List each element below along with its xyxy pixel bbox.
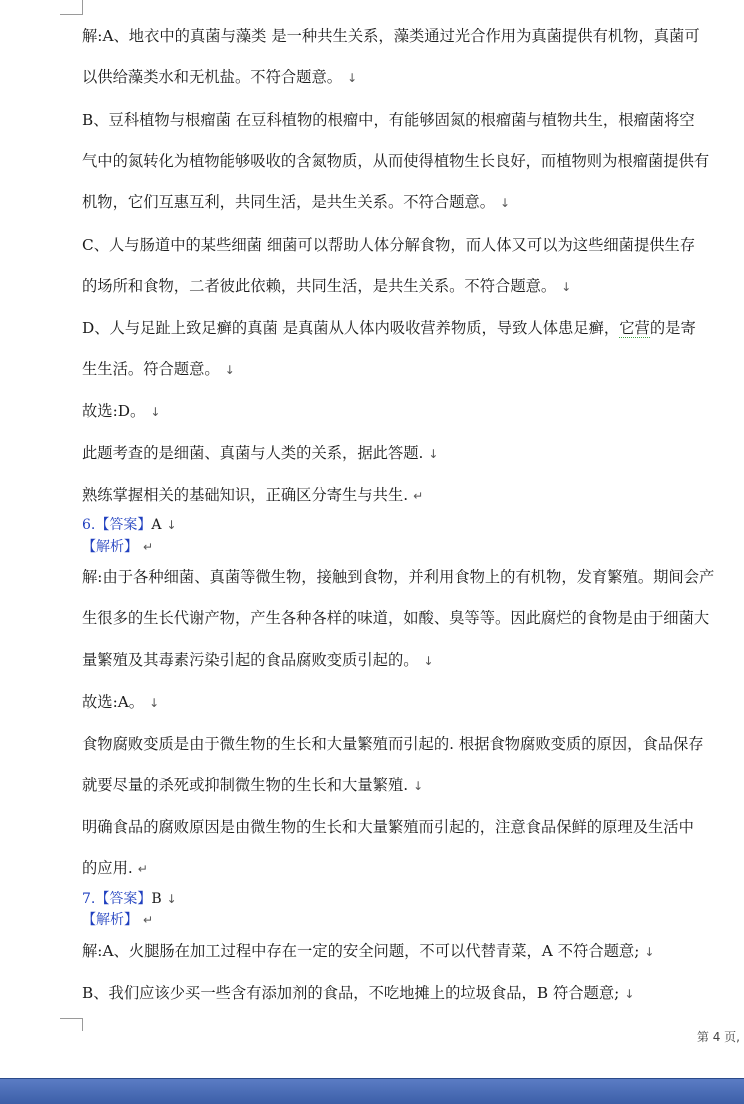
text-line: 解:A、地衣中的真菌与藻类 是一种共生关系，藻类通过光合作用为真菌提供有机物，真菌可 bbox=[82, 27, 700, 45]
spell-check-underline[interactable]: 它营 bbox=[619, 319, 650, 337]
analysis-heading: 【解析】 ↵ bbox=[82, 912, 154, 928]
paragraph-mark-icon: ↵ bbox=[143, 913, 154, 927]
paragraph-mark-icon: ↓ bbox=[347, 71, 358, 85]
text-line: 生生活。符合题意。 ↓ bbox=[82, 360, 235, 378]
answer-label: 【答案】 bbox=[95, 517, 152, 533]
text-line: 食物腐败变质是由于微生物的生长和大量繁殖而引起的. 根据食物腐败变质的原因，食品保存 bbox=[82, 735, 704, 753]
analysis-heading: 【解析】 ↵ bbox=[82, 539, 154, 555]
text-line: 明确食品的腐败原因是由微生物的生长和大量繁殖而引起的，注意食品保鲜的原理及生活中 bbox=[82, 818, 694, 836]
text-line: 故选:D。 ↓ bbox=[82, 402, 161, 420]
answer-label: 【答案】 bbox=[95, 891, 152, 907]
paragraph-mark-icon: ↓ bbox=[423, 654, 434, 668]
paragraph-mark-icon: ↓ bbox=[428, 447, 439, 461]
text-line: 解:由于各种细菌、真菌等微生物，接触到食物，并利用食物上的有机物，发育繁殖。期间会产 bbox=[82, 568, 715, 586]
text-line: 就要尽量的杀死或抑制微生物的生长和大量繁殖. ↓ bbox=[82, 776, 424, 794]
text-line: 的场所和食物，二者彼此依赖，共同生活，是共生关系。不符合题意。 ↓ bbox=[82, 277, 572, 295]
text-line: 的应用. ↵ bbox=[82, 859, 148, 877]
status-bar bbox=[0, 1078, 744, 1104]
paragraph-mark-icon: ↓ bbox=[166, 518, 177, 532]
text-line: B、我们应该少买一些含有添加剂的食品，不吃地摊上的垃圾食品，B 符合题意; ↓ bbox=[82, 984, 635, 1002]
text-line: 气中的氮转化为植物能够吸收的含氮物质，从而使得植物生长良好，而植物则为根瘤菌提供有 bbox=[82, 152, 710, 170]
text-line: 故选:A。 ↓ bbox=[82, 693, 160, 711]
paragraph-mark-icon: ↓ bbox=[149, 696, 160, 710]
text-line: B、豆科植物与根瘤菌 在豆科植物的根瘤中，有能够固氮的根瘤菌与植物共生，根瘤菌将空 bbox=[82, 111, 695, 129]
paragraph-mark-icon: ↓ bbox=[561, 280, 572, 294]
answer-value: B bbox=[151, 891, 162, 907]
text-line: 熟练掌握相关的基础知识，正确区分寄生与共生. ↵ bbox=[82, 486, 424, 504]
text-line: 机物，它们互惠互利，共同生活，是共生关系。不符合题意。 ↓ bbox=[82, 193, 511, 211]
text-line: 解:A、火腿肠在加工过程中存在一定的安全问题，不可以代替青菜，A 不符合题意; ↓ bbox=[82, 942, 655, 960]
paragraph-mark-icon: ↓ bbox=[500, 196, 511, 210]
paragraph-mark-icon: ↓ bbox=[166, 892, 177, 906]
paragraph-mark-icon: ↓ bbox=[624, 987, 635, 1001]
paragraph-mark-icon: ↵ bbox=[137, 862, 148, 876]
paragraph-mark-icon: ↵ bbox=[413, 489, 424, 503]
paragraph-mark-icon: ↓ bbox=[150, 405, 161, 419]
text-line: D、人与足趾上致足癣的真菌 是真菌从人体内吸收营养物质，导致人体患足癣，它营的是寄 bbox=[82, 319, 696, 337]
text-line: 此题考查的是细菌、真菌与人类的关系，据此答题. ↓ bbox=[82, 444, 439, 462]
paragraph-mark-icon: ↓ bbox=[224, 363, 235, 377]
text-line: 生很多的生长代谢产物，产生各种各样的味道，如酸、臭等等。因此腐烂的食物是由于细菌大 bbox=[82, 609, 710, 627]
text-line: C、人与肠道中的某些细菌 细菌可以帮助人体分解食物，而人体又可以为这些细菌提供生存 bbox=[82, 236, 696, 254]
answer-line: 6.【答案】A ↓ bbox=[82, 517, 177, 533]
corner-mark-top bbox=[60, 0, 83, 15]
paragraph-mark-icon: ↓ bbox=[413, 779, 424, 793]
text-line: 以供给藻类水和无机盐。不符合题意。 ↓ bbox=[82, 68, 358, 86]
paragraph-mark-icon: ↓ bbox=[644, 945, 655, 959]
answer-value: A bbox=[151, 517, 162, 533]
page-number: 第 4 页, bbox=[696, 1030, 740, 1044]
corner-mark-bottom bbox=[60, 1018, 83, 1031]
paragraph-mark-icon: ↵ bbox=[143, 540, 154, 554]
answer-line: 7.【答案】B ↓ bbox=[82, 891, 177, 907]
text-line: 量繁殖及其毒素污染引起的食品腐败变质引起的。 ↓ bbox=[82, 651, 434, 669]
